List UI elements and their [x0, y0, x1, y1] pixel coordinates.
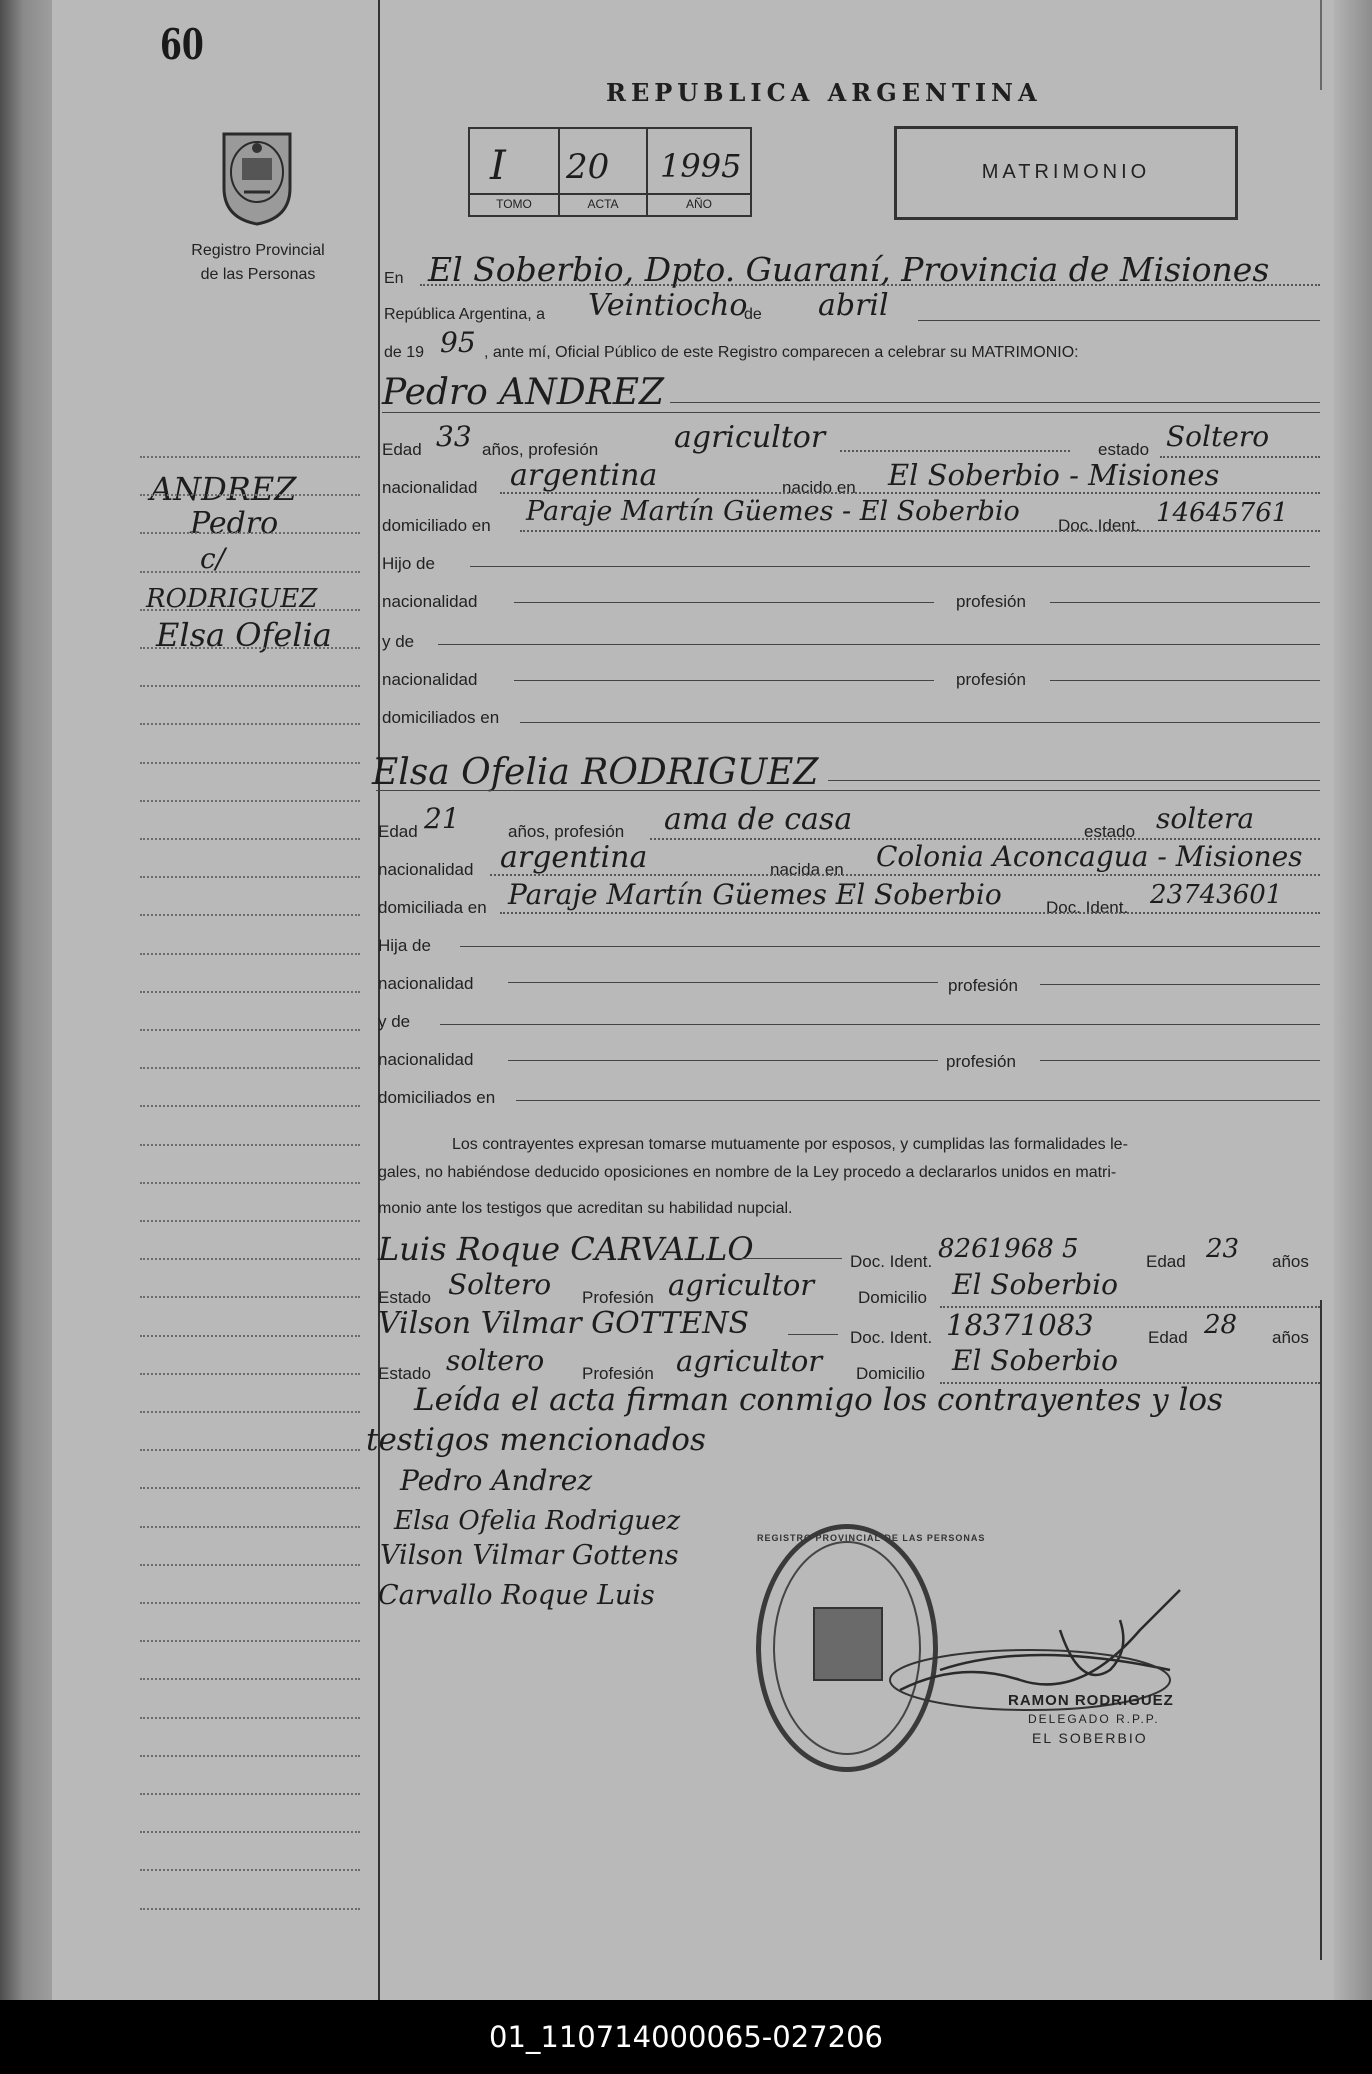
groom-parent1-nac-label: nacionalidad	[382, 592, 478, 611]
signature-witness1: Carvallo Roque Luis	[378, 1580, 655, 1611]
official-name: RAMON RODRIGUEZ	[1008, 1692, 1174, 1709]
witness2-age: 28	[1204, 1310, 1238, 1340]
right-column-border-top	[1320, 0, 1322, 90]
witness2-estado-label: Estado	[378, 1364, 431, 1383]
margin-rule	[140, 762, 360, 764]
groom-domiciliados-label: domiciliados en	[382, 708, 500, 727]
groom-name: Pedro ANDREZ	[382, 372, 665, 413]
bride-parent2-prof-label: profesión	[946, 1052, 1016, 1071]
margin-rule	[140, 800, 360, 802]
declaration-line3: monio ante los testigos que acreditan su habilidad nupcial.	[378, 1200, 793, 1217]
margin-note-given1: Pedro	[190, 506, 279, 541]
margin-note-with: c/	[200, 542, 226, 575]
scan-id-footer: 01_110714000065-027206	[0, 2000, 1372, 2074]
witness1-doc-label: Doc. Ident.	[850, 1252, 933, 1271]
record-box	[468, 127, 752, 217]
margin-rule	[140, 647, 360, 649]
groom-nationality: argentina	[510, 458, 658, 493]
groom-y-de-label: y de	[382, 632, 415, 651]
margin-rule	[140, 838, 360, 840]
page-edge	[1334, 0, 1372, 2000]
witness1-address: El Soberbio	[952, 1268, 1118, 1301]
witness2-edad-label: Edad	[1148, 1328, 1188, 1347]
margin-rule	[140, 685, 360, 687]
bride-nacida-label: nacida en	[770, 860, 844, 879]
groom-birthplace: El Soberbio - Misiones	[888, 458, 1220, 492]
witness2-doc: 18371083	[946, 1308, 1094, 1342]
margin-rule	[140, 456, 360, 458]
witness1-doc: 8261968 5	[938, 1234, 1079, 1264]
margin-rule	[140, 1182, 360, 1184]
margin-rule	[140, 1908, 360, 1910]
en-label: En	[384, 270, 404, 287]
page-number: 60	[160, 20, 204, 69]
margin-rule	[140, 1296, 360, 1298]
margin-rule	[140, 1144, 360, 1146]
witness1-civil-status: Soltero	[448, 1268, 552, 1301]
witness1-age: 23	[1206, 1234, 1240, 1264]
witness2-doc-label: Doc. Ident.	[850, 1328, 933, 1347]
margin-rule	[140, 571, 360, 573]
margin-rule	[140, 1602, 360, 1604]
bride-hija-label: Hija de	[378, 936, 431, 955]
bride-doc-label: Doc. Ident.	[1046, 898, 1129, 917]
country-title: REPUBLICA ARGENTINA	[606, 78, 1042, 107]
witness2-civil-status: soltero	[446, 1344, 545, 1377]
margin-rule	[140, 1717, 360, 1719]
margin-rule	[140, 1258, 360, 1260]
margin-rule	[140, 1335, 360, 1337]
witness2-profesion-label: Profesión	[582, 1364, 654, 1383]
margin-rule	[140, 914, 360, 916]
margin-rule	[140, 1411, 360, 1413]
groom-domiciliado-label: domiciliado en	[382, 516, 491, 535]
groom-civil-status: Soltero	[1166, 420, 1270, 453]
groom-parent2-prof-label: profesión	[956, 670, 1026, 689]
bride-y-de-label: y de	[378, 1012, 411, 1031]
republica-label: República Argentina, a	[384, 306, 545, 323]
acta-label: ACTA	[587, 197, 619, 211]
day-value: Veintiocho	[588, 288, 748, 323]
bride-address: Paraje Martín Güemes El Soberbio	[508, 878, 1002, 911]
witness1-domicilio-label: Domicilio	[858, 1288, 927, 1307]
signature-witness2: Vilson Vilmar Gottens	[380, 1540, 679, 1571]
bride-name: Elsa Ofelia RODRIGUEZ	[372, 752, 819, 793]
right-column-border	[1320, 1300, 1322, 1960]
official-location: EL SOBERBIO	[1032, 1730, 1148, 1746]
registry-name-line2: de las Personas	[200, 266, 316, 283]
bride-domiciliada-label: domiciliada en	[378, 898, 487, 917]
margin-rule	[140, 609, 360, 611]
margin-rule	[140, 1869, 360, 1871]
bride-nacionalidad-label: nacionalidad	[378, 860, 474, 879]
margin-rule	[140, 1564, 360, 1566]
margin-rule	[140, 1067, 360, 1069]
witness2-anos-label: años	[1272, 1328, 1309, 1347]
intro-statement: , ante mí, Oficial Público de este Registro comparecen a celebrar su MATRIMONIO:	[484, 344, 1079, 361]
bride-domiciliados-label: domiciliados en	[378, 1088, 496, 1107]
margin-rule	[140, 876, 360, 878]
ano-value: 1995	[660, 147, 742, 185]
closing-line1: Leída el acta firman conmigo los contrayentes y los	[414, 1382, 1223, 1418]
margin-rule	[140, 1029, 360, 1031]
declaration-line2: gales, no habiéndose deducido oposiciones en nombre de la Ley procedo a declararlos unidos en matri-	[378, 1164, 1117, 1181]
groom-estado-label: estado	[1098, 440, 1150, 459]
witness1-edad-label: Edad	[1146, 1252, 1186, 1271]
year-prefix: de 19	[384, 344, 425, 361]
groom-parent1-prof-label: profesión	[956, 592, 1026, 611]
witness1-name: Luis Roque CARVALLO	[378, 1230, 754, 1268]
witness1-estado-label: Estado	[378, 1288, 431, 1307]
ano-label: AÑO	[685, 197, 712, 211]
official-title: DELEGADO R.P.P.	[1028, 1712, 1160, 1726]
groom-age: 33	[436, 420, 472, 453]
groom-profession: agricultor	[674, 420, 826, 455]
year-suffix: 95	[440, 326, 476, 359]
acta-value: 20	[566, 147, 610, 187]
margin-note-surname1: ANDREZ	[150, 470, 297, 508]
margin-rule	[140, 1220, 360, 1222]
bride-birthplace: Colonia Aconcagua - Misiones	[876, 840, 1303, 873]
bride-parent1-nac-label: nacionalidad	[378, 974, 474, 993]
bride-parent2-nac-label: nacionalidad	[378, 1050, 474, 1069]
groom-profesion-label: años, profesión	[482, 440, 599, 459]
margin-rule	[140, 1449, 360, 1451]
groom-hijo-label: Hijo de	[382, 554, 435, 573]
margin-rule	[140, 532, 360, 534]
groom-nacido-label: nacido en	[782, 478, 856, 497]
margin-note-given2: Elsa Ofelia	[156, 616, 332, 654]
book-binding	[0, 0, 52, 2000]
registry-emblem	[214, 122, 300, 226]
margin-rule	[140, 1105, 360, 1107]
document-type: MATRIMONIO	[981, 161, 1151, 183]
month-value: abril	[818, 288, 889, 323]
margin-rule	[140, 1831, 360, 1833]
bride-civil-status: soltera	[1156, 802, 1255, 835]
bride-doc: 23743601	[1150, 880, 1283, 910]
margin-rule	[140, 1793, 360, 1795]
witness2-profession: agricultor	[676, 1344, 823, 1378]
witness1-anos-label: años	[1272, 1252, 1309, 1271]
registry-name-line1: Registro Provincial	[191, 242, 325, 259]
margin-rule	[140, 1678, 360, 1680]
place-value: El Soberbio, Dpto. Guaraní, Provincia de Misiones	[428, 250, 1270, 289]
margin-rule	[140, 1526, 360, 1528]
margin-rule	[140, 1640, 360, 1642]
groom-edad-label: Edad	[382, 440, 422, 459]
margin-rule	[140, 1487, 360, 1489]
bride-edad-label: Edad	[378, 822, 418, 841]
closing-line2: testigos mencionados	[366, 1422, 706, 1458]
left-column-border	[378, 0, 380, 2000]
witness2-domicilio-label: Domicilio	[856, 1364, 925, 1383]
declaration-line1: Los contrayentes expresan tomarse mutuamente por esposos, y cumplidas las formalidades le-	[452, 1136, 1128, 1153]
margin-rule	[140, 494, 360, 496]
groom-doc-label: Doc. Ident.	[1058, 516, 1141, 535]
tomo-value: I	[490, 143, 506, 189]
margin-rule	[140, 723, 360, 725]
bride-estado-label: estado	[1084, 822, 1136, 841]
margin-rule	[140, 1755, 360, 1757]
margin-rule	[140, 1373, 360, 1375]
bride-nationality: argentina	[500, 840, 648, 875]
de-label: de	[744, 306, 762, 323]
signature-bride: Elsa Ofelia Rodriguez	[394, 1506, 681, 1536]
bride-profesion-label: años, profesión	[508, 822, 625, 841]
signature-groom: Pedro Andrez	[400, 1464, 593, 1497]
witness2-name: Vilson Vilmar GOTTENS	[378, 1306, 750, 1341]
stamp-text: REGISTRO PROVINCIAL DE LAS PERSONAS	[757, 1533, 986, 1543]
witness1-profession: agricultor	[668, 1268, 815, 1302]
document-type-box	[894, 126, 1238, 220]
groom-nacionalidad-label: nacionalidad	[382, 478, 478, 497]
margin-note-surname2: RODRIGUEZ	[146, 584, 318, 614]
bride-parent1-prof-label: profesión	[948, 976, 1018, 995]
groom-address: Paraje Martín Güemes - El Soberbio	[526, 496, 1020, 527]
witness1-profesion-label: Profesión	[582, 1288, 654, 1307]
tomo-label: TOMO	[496, 197, 532, 211]
margin-rule	[140, 991, 360, 993]
witness2-address: El Soberbio	[952, 1344, 1118, 1377]
groom-doc: 14645761	[1156, 498, 1289, 528]
bride-profession: ama de casa	[664, 802, 853, 837]
margin-rule	[140, 953, 360, 955]
bride-age: 21	[424, 802, 460, 835]
groom-parent2-nac-label: nacionalidad	[382, 670, 478, 689]
